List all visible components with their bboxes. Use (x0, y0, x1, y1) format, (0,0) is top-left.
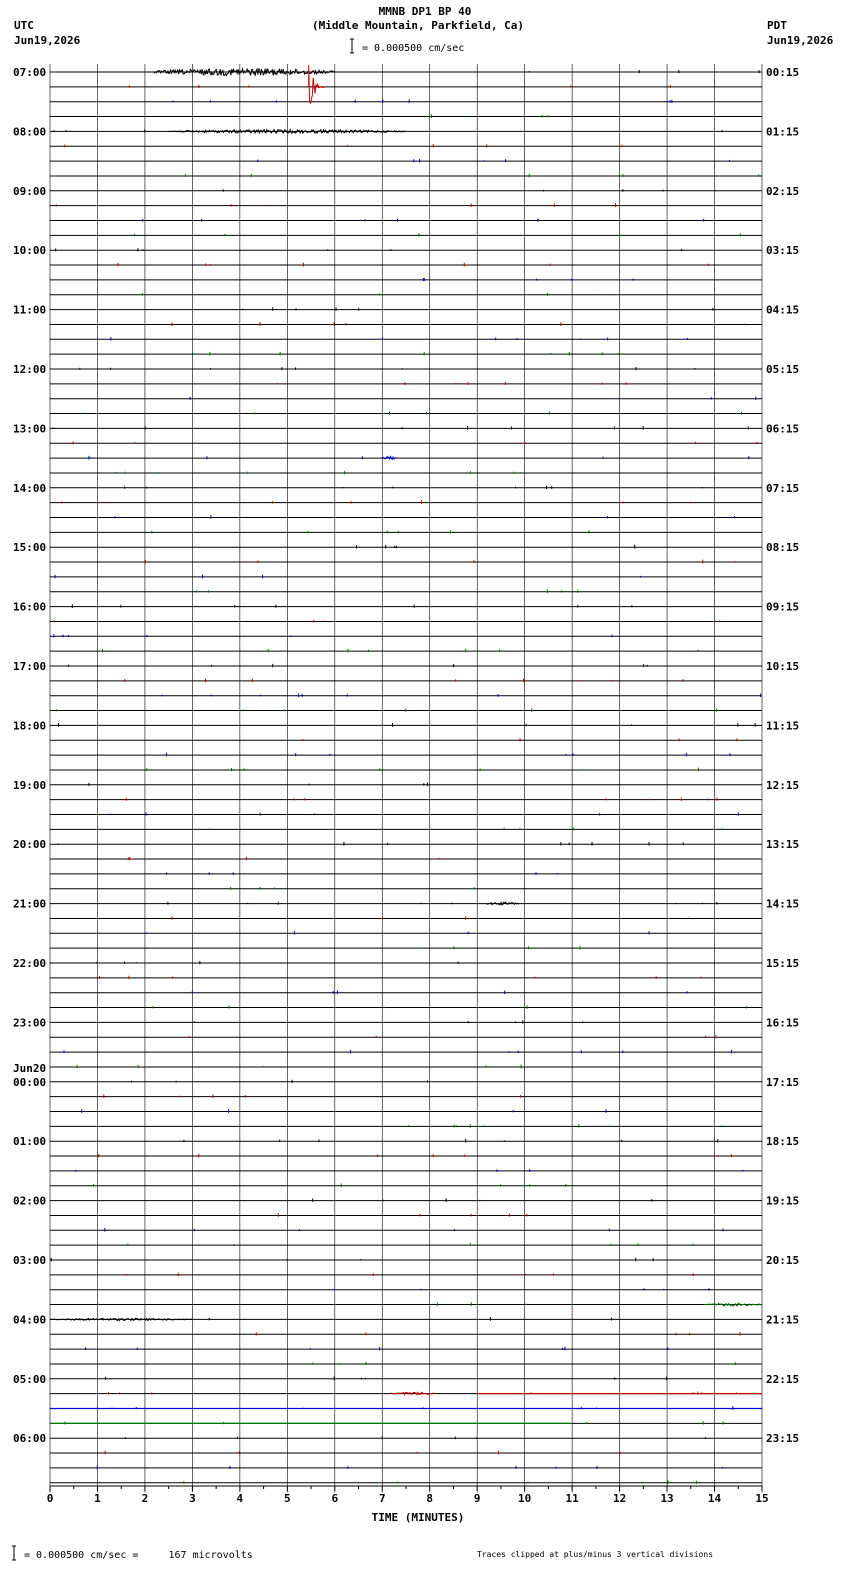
pdt-hour-label: 10:15 (766, 660, 800, 673)
pdt-hour-label: 02:15 (766, 184, 800, 198)
x-tick-label: 8 (426, 1492, 434, 1505)
scale-label: = 0.000500 cm/sec (362, 43, 465, 54)
x-tick-label: 2 (141, 1492, 149, 1505)
utc-hour-label: 04:00 (13, 1313, 47, 1327)
utc-hour-label: 07:00 (13, 66, 47, 79)
station-subtitle: (Middle Mountain, Parkfield, Ca) (312, 19, 524, 32)
pdt-hour-label: 08:15 (766, 541, 800, 555)
pdt-hour-label: 13:15 (766, 838, 800, 852)
station-title: MMNB DP1 BP 40 (378, 5, 472, 18)
x-tick-label: 14 (707, 1492, 722, 1505)
utc-hour-label: 13:00 (13, 422, 47, 436)
footer-clip-note: Traces clipped at plus/minus 3 vertical divisions (477, 1550, 714, 1559)
utc-hour-label: 06:00 (13, 1432, 47, 1446)
utc-hour-label: 23:00 (13, 1016, 47, 1030)
utc-hour-label: 20:00 (13, 838, 47, 852)
pdt-hour-label: 07:15 (766, 481, 800, 495)
x-tick-label: 10 (518, 1492, 532, 1505)
pdt-hour-label: 20:15 (766, 1254, 800, 1267)
x-tick-label: 9 (473, 1492, 481, 1505)
right-date: Jun19,2026 (767, 34, 834, 47)
utc-hour-label: 18:00 (13, 719, 47, 733)
pdt-hour-label: 04:15 (766, 303, 800, 317)
x-tick-label: 1 (94, 1492, 101, 1505)
x-tick-label: 6 (331, 1492, 339, 1505)
utc-hour-label: 03:00 (13, 1254, 47, 1267)
pdt-hour-label: 22:15 (766, 1372, 800, 1386)
utc-hour-label: 11:00 (13, 303, 47, 317)
x-tick-label: 13 (660, 1492, 674, 1505)
x-axis-label: TIME (MINUTES) (371, 1511, 465, 1524)
utc-hour-label: 05:00 (13, 1372, 47, 1386)
left-date: Jun19,2026 (14, 34, 81, 47)
utc-hour-label: 16:00 (13, 600, 47, 614)
seismic-event (487, 902, 519, 905)
utc-hour-label: 00:00 (13, 1075, 47, 1089)
pdt-hour-label: 09:15 (766, 600, 800, 614)
right-timezone: PDT (767, 19, 787, 32)
x-tick-label: 3 (189, 1492, 196, 1505)
seismic-event (50, 1318, 192, 1320)
pdt-hour-label: 21:15 (766, 1313, 800, 1327)
pdt-hour-label: 05:15 (766, 363, 800, 376)
utc-hour-label: 15:00 (13, 541, 47, 555)
utc-hour-label: 21:00 (13, 897, 47, 911)
footer-scale-note: = 0.000500 cm/sec = 167 microvolts (24, 1550, 253, 1561)
pdt-hour-label: 19:15 (766, 1194, 800, 1208)
pdt-hour-label: 15:15 (766, 957, 800, 970)
pdt-hour-label: 06:15 (766, 422, 800, 436)
pdt-hour-label: 03:15 (766, 244, 800, 258)
x-tick-label: 15 (755, 1492, 769, 1505)
utc-hour-label: 01:00 (13, 1135, 47, 1149)
utc-hour-label: 14:00 (13, 481, 47, 495)
utc-hour-label: 02:00 (13, 1194, 47, 1208)
pdt-hour-label: 23:15 (766, 1432, 800, 1446)
pdt-hour-label: 18:15 (766, 1135, 800, 1149)
utc-hour-label: 17:00 (13, 660, 47, 673)
utc-date-label: Jun20 (13, 1061, 47, 1075)
pdt-hour-label: 12:15 (766, 778, 800, 792)
left-timezone: UTC (14, 19, 34, 32)
utc-hour-label: 19:00 (13, 778, 47, 792)
utc-hour-label: 12:00 (13, 363, 47, 376)
pdt-hour-label: 16:15 (766, 1016, 800, 1030)
pdt-hour-label: 00:15 (766, 66, 800, 79)
pdt-hour-label: 11:15 (766, 719, 800, 733)
x-tick-label: 4 (236, 1492, 244, 1505)
utc-hour-label: 09:00 (13, 184, 47, 198)
pdt-hour-label: 17:15 (766, 1075, 800, 1089)
seismic-event (309, 65, 325, 103)
x-tick-label: 7 (378, 1492, 386, 1505)
x-tick-label: 0 (46, 1492, 54, 1505)
x-tick-label: 11 (565, 1492, 579, 1505)
pdt-hour-label: 14:15 (766, 897, 800, 911)
utc-hour-label: 22:00 (13, 957, 47, 970)
pdt-hour-label: 01:15 (766, 125, 800, 139)
x-tick-label: 12 (612, 1492, 627, 1505)
x-tick-label: 5 (284, 1492, 291, 1505)
utc-hour-label: 10:00 (13, 244, 47, 258)
utc-hour-label: 08:00 (13, 125, 47, 139)
